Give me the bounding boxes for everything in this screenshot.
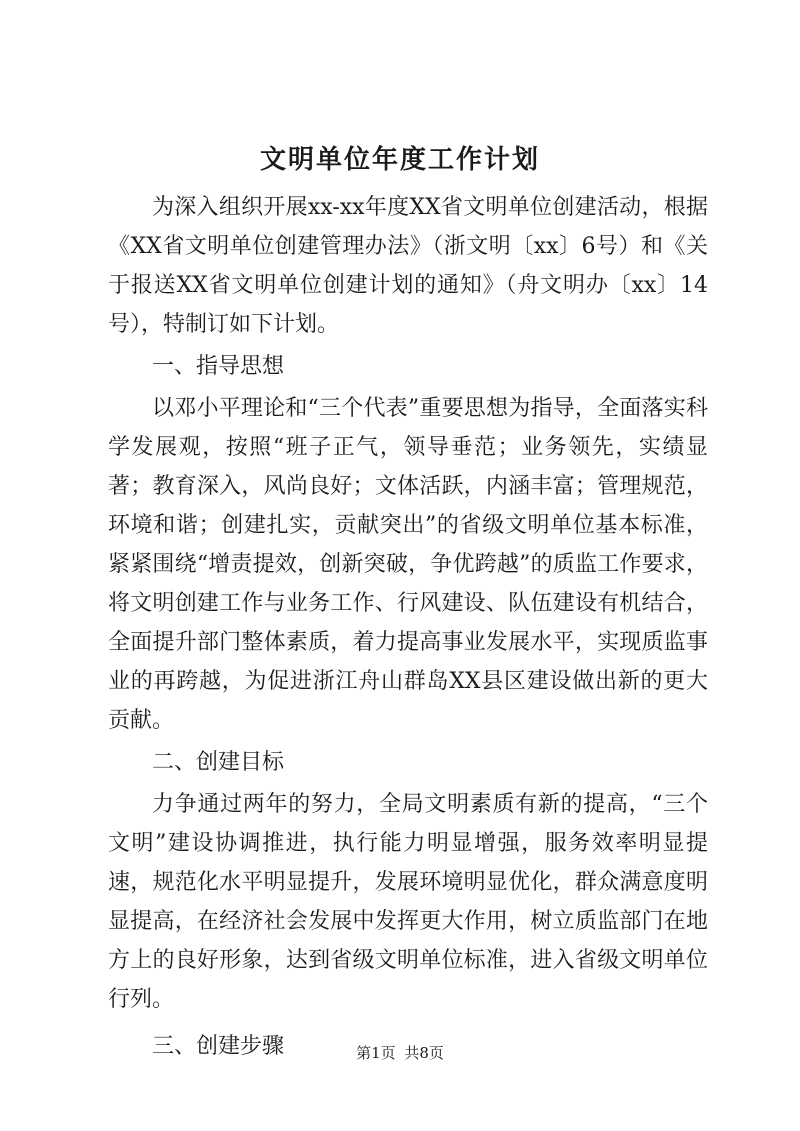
section-body-guiding-thought: 以邓小平理论和“三个代表”重要思想为指导，全面落实科学发展观，按照“班子正气，领导垂范；业务领先，实绩显著；教育深入，风尚良好；文体活跃，内涵丰富；管理规范，环境和谐；创建扎实，贡献突出”的省级文明单位基本标准，紧紧围绕“增责提效，创新突破，争优跨越”的质监工作要求，将文明创建工作与业务工作、行风建设、队伍建设有机结合，全面提升部门整体素质，着力提高事业发展水平，实现质监事业的再跨越，为促进浙江舟山群岛XX县区建设做出新的更大贡献。 [108, 396, 708, 733]
section-body-goals: 力争通过两年的努力，全局文明素质有新的提高，“三个文明”建设协调推进，执行能力明显增强，服务效率明显提速，规范化水平明显提升，发展环境明显优化，群众满意度明显提高，在经济社会发展中发挥更大作用，树立质监部门在地方上的良好形象，达到省级文明单位标准，进入省级文明单位行列。 [108, 792, 708, 1012]
section-heading-steps: 三、创建步骤 [152, 1034, 285, 1059]
page-total: 共8页 [404, 1044, 444, 1062]
page-footer [0, 1042, 800, 1064]
document-title: 文明单位年度工作计划 [259, 145, 540, 175]
intro-paragraph: 为深入组织开展xx-xx年度XX省文明单位创建活动，根据《XX省文明单位创建管理办法》（浙文明〔xx〕6号）和《关于报送XX省文明单位创建计划的通知》（舟文明办〔xx〕14号），特制订如下计划。 [108, 195, 708, 337]
document-body [108, 188, 708, 1066]
section-heading-goals: 二、创建目标 [152, 750, 285, 775]
section-heading-guiding-thought: 一、指导思想 [152, 354, 285, 379]
page-number: 第1页 [356, 1044, 396, 1062]
